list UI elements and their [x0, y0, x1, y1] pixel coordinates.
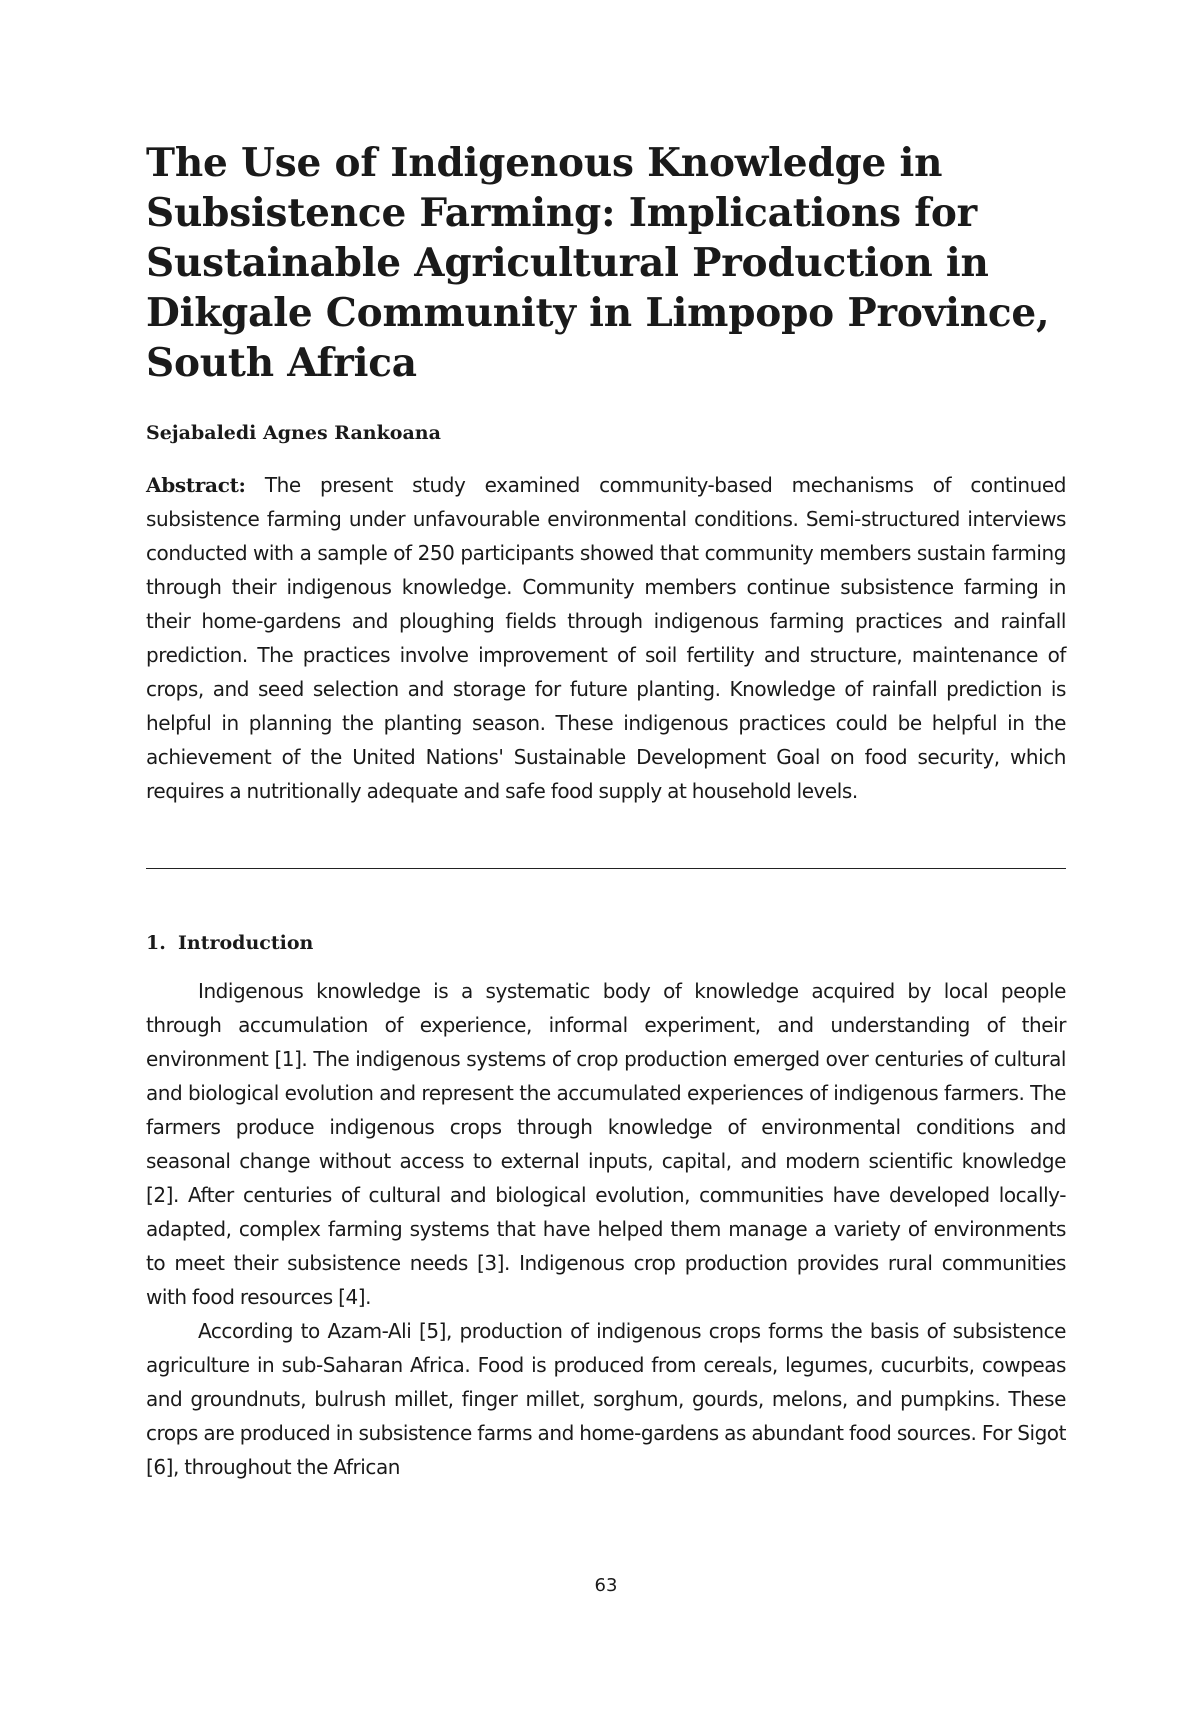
- paper-title: The Use of Indigenous Knowledge in Subsistence Farming: Implications for Sustainable Agricultural Production in Dikgale Community in Limpopo Province, South Africa: [146, 140, 1050, 386]
- section-divider: [146, 868, 1066, 869]
- section-heading: [146, 928, 313, 958]
- abstract-label: Abstract:: [146, 473, 246, 497]
- page-number: 63: [594, 1575, 618, 1596]
- author-name: Sejabaledi Agnes Rankoana: [146, 422, 441, 444]
- body-paragraph: According to Azam-Ali [5], production of indigenous crops forms the basis of subsistence agriculture in sub-Saharan Africa. Food is produced from cereals, legumes, cucurbits, cowpeas and groundnuts, bulrush millet, finger millet, sorghum, gourds, melons, and pumpkins. These crops are produced in subsistence farms and home-gardens as abundant food sources. For Sigot [6], throughout the African: [146, 1319, 1066, 1479]
- section-body: [146, 974, 1066, 1484]
- abstract: [146, 468, 1066, 808]
- section-number: 1.: [146, 932, 166, 954]
- abstract-text: The present study examined community-based mechanisms of continued subsistence farming under unfavourable environmental conditions. Semi-structured interviews conducted with a sample of 250 participants showed that community members sustain farming through their indigenous knowledge. Community members continue subsistence farming in their home-gardens and ploughing fields through indigenous farming practices and rainfall prediction. The practices involve improvement of soil fertility and structure, maintenance of crops, and seed selection and storage for future planting. Knowledge of rainfall prediction is helpful in planning the planting season. These indigenous practices could be helpful in the achievement of the United Nations' Sustainable Development Goal on food security, which requires a nutritionally adequate and safe food supply at household levels.: [146, 473, 1066, 803]
- body-paragraph: Indigenous knowledge is a systematic body of knowledge acquired by local people through accumulation of experience, informal experiment, and understanding of their environment [1]. The indigenous systems of crop production emerged over centuries of cultural and biological evolution and represent the accumulated experiences of indigenous farmers. The farmers produce indigenous crops through knowledge of environmental conditions and seasonal change without access to external inputs, capital, and modern scientific knowledge [2]. After centuries of cultural and biological evolution, communities have developed locally-adapted, complex farming systems that have helped them manage a variety of environments to meet their subsistence needs [3]. Indigenous crop production provides rural communities with food resources [4].: [146, 979, 1066, 1309]
- section-title: Introduction: [178, 932, 314, 954]
